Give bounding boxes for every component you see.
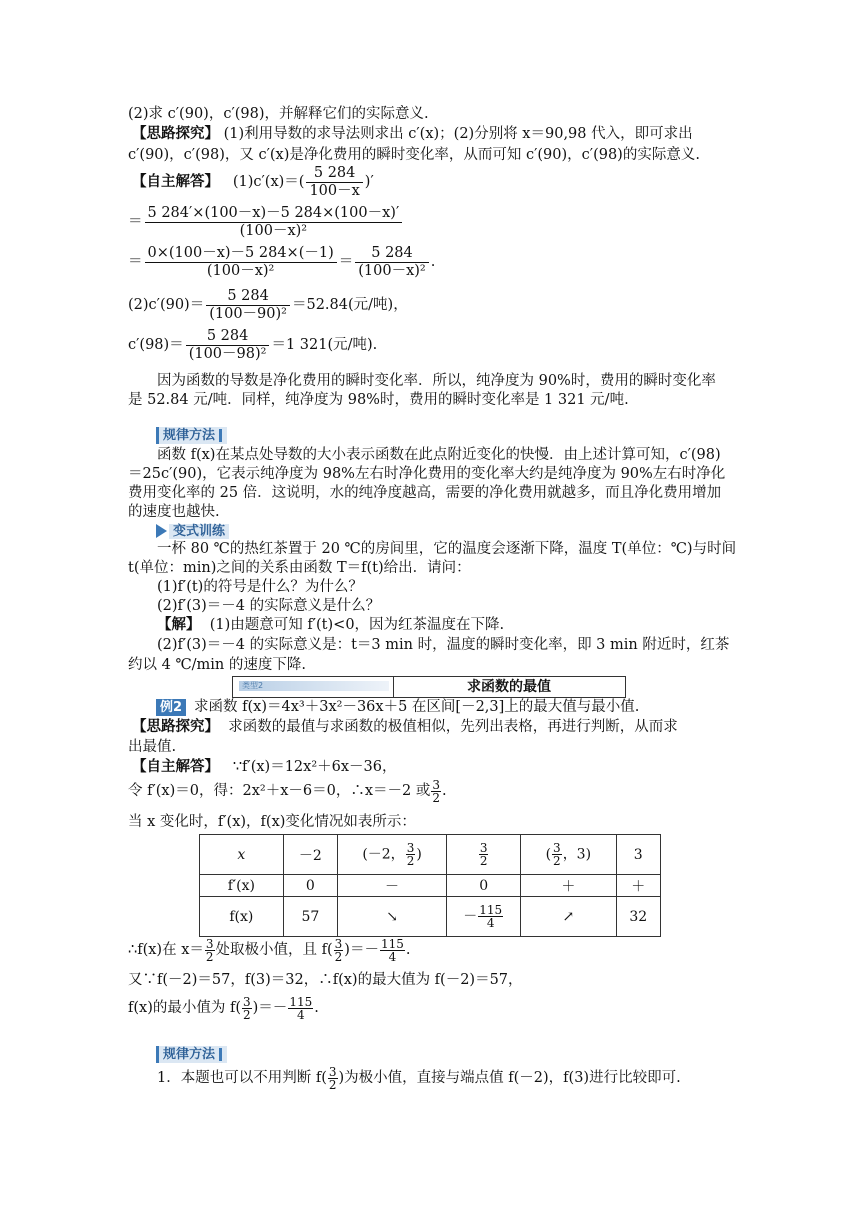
minus-sign: － [463,908,478,925]
table-cell: ＋ [521,875,616,897]
fraction-num: 115 [380,936,404,951]
type-chip [239,681,389,691]
fraction-3-2 [328,1066,338,1091]
method2-line-1 [157,1062,681,1094]
answer-line-1 [132,164,374,200]
variant-q2: (2)f′(3)＝－4 的实际意义是什么？ [157,598,381,614]
fraction-num: 115 [479,903,503,917]
explore2-line-2: 出最值. [128,739,177,755]
explore2-label: 【思路探究】 [132,718,219,735]
explore-text-1: (1)利用导数的求导法则求出 c′(x)；(2)分别将 x＝90,98 代入，即可求出 [223,126,693,142]
table-cell: 0 [447,875,521,897]
fraction-4-den: (100－x)² [358,262,426,279]
fraction-2 [145,205,403,240]
interval-right-open: ( [545,846,552,863]
fraction-den: 2 [328,1077,337,1092]
fraction-4-num: 5 284 [355,245,428,263]
answer-line-5 [128,327,377,363]
after-line-2: 又∵f(－2)＝57，f(3)＝32，∴f(x)的最大值为 f(－2)＝57， [128,972,523,988]
variant-answer-1-text: (1)由题意可知 f′(t)<0，因为红茶温度在下降. [209,617,505,633]
table-cell: 3 [616,835,661,875]
method-line-1: 函数 f(x)在某点处导数的大小表示函数在此点附近变化的快慢．由上述计算可知，c′(98) [157,447,721,463]
answer-line-3: ＝ $\frac{0\times(100-x)-5 284\times(-1)}{\text{(100－x)²}}$ ＝ $\frac{5 284}{\text{(100－x)²}}$ . [128,244,436,279]
fraction-den: 2 [243,1007,251,1022]
explore-line-1 [132,124,693,144]
fraction-3-2 [479,842,489,867]
fraction-den: 2 [479,854,488,868]
fraction-num: 3 [406,841,415,855]
c98-result: ＝1 321(元/吨). [271,337,378,353]
interval-left-close: ) [416,846,422,863]
question-2: (2)求 c′(90)，c′(98)，并解释它们的实际意义. [128,106,429,122]
table-cell: 0 [283,875,337,897]
fraction-den: 2 [205,949,214,964]
fraction-num: 3 [328,1064,337,1079]
table-cell [447,897,521,937]
fraction-num: 3 [553,841,561,855]
fraction-3-2-num: 3 [432,777,440,792]
table-row [200,897,661,937]
fraction-1 [306,165,362,200]
after-line-1 [128,934,410,966]
fraction-3-2 [406,842,416,867]
method2-b: )为极小值，直接与端点值 f(－2)，f(3)进行比较即可. [338,1070,681,1086]
conclusion-2: 是 52.84 元/吨．同样，纯净度为 98%时，费用的瞬时变化率是 1 321 元/吨. [128,392,629,408]
fraction-den: 4 [388,949,397,964]
answer2-roots: 令 f′(x)＝0，得：2x²＋x－6＝0，∴x＝－2 或 [128,783,431,799]
fraction-num: 3 [243,994,251,1009]
variant-answer-2: (2)f′(3)＝－4 的实际意义是：t＝3 min 时，温度的瞬时变化率，即 3 min 附近时，红茶 [157,637,730,653]
c90-result: ＝52.84(元/吨)， [291,297,408,313]
fraction-den: 4 [296,1007,305,1022]
method2-a: 1．本题也可以不用判断 f( [157,1070,327,1086]
variation-table [199,834,661,937]
type-chip-label: 类型2 [242,681,264,690]
answer-line-2: ＝ $\frac{5 284'\times(100-x)-5 284\times(100-x)'}{\text{(100－x)²}}$ [128,204,404,240]
c90-lhs: (2)c′(90)＝ [128,297,205,313]
fraction-num: 3 [334,936,343,951]
fraction-3-2 [431,779,441,804]
explore-line-2: c′(90)，c′(98)，又 c′(x)是净化费用的瞬时变化率，从而可知 c′(90)，c′(98)的实际意义. [128,147,700,163]
answer-lhs: (1)c′(x)＝( [232,174,305,190]
example-2-text: 求函数 f(x)＝4x³＋3x²－36x＋5 在区间[－2,3]上的最大值与最小值. [194,699,640,715]
explore2-text: 求函数的最值与求函数的极值相似，先列出表格，再进行判断，从而求 [228,719,678,735]
variant-line-1: 一杯 80 ℃的热红茶置于 20 ℃的房间里，它的温度会逐渐下降，温度 T(单位：℃)与时间 [157,541,737,557]
fraction-1-tail: )′ [364,174,374,190]
table-row [200,875,661,897]
table-row [200,835,661,875]
fraction-115-4 [380,938,405,963]
fraction-4 [355,245,428,280]
fraction-1-den: 100－x [309,182,360,199]
fraction-3-den: (100－x)² [206,262,275,279]
method-line-2: ＝25c′(90)，它表示纯净度为 98%左右时净化费用的变化率大约是纯净度为 90%左右时净化 [128,466,726,482]
method-line-4: 的速度也越快. [128,504,220,520]
section-header [232,676,626,698]
section-header-left [233,677,394,697]
answer2-derivative: ∵f′(x)＝12x²＋6x－36， [232,759,397,775]
after-1b: 处取极小值，且 f( [215,942,333,958]
after-1d: . [405,942,411,958]
fraction-115-4 [288,996,313,1021]
answer2-line-1 [132,757,397,777]
table-cell: －2 [283,835,337,875]
answer-line-4 [128,287,408,323]
c98-lhs: c′(98)＝ [128,337,184,353]
fraction-3-2 [205,938,215,963]
method-tag-2-label: 规律方法 [163,1047,216,1062]
variant-answer-3: 约以 4 ℃/min 的速度下降. [128,657,306,673]
interval-right: ，3) [562,846,592,863]
fraction-4-tail: . [430,254,436,270]
fraction-c98-num: 5 284 [186,328,270,346]
fraction-2-num: 5 284′×(100－x)－5 284×(100－x)′ [145,205,403,223]
method-tag-2 [156,1046,227,1063]
table-header-f: f(x) [200,897,284,937]
fraction-c90-num: 5 284 [206,288,290,306]
fraction-3-num: 0×(100－x)－5 284×(－1) [145,245,337,263]
answer2-roots-tail: . [441,783,447,799]
table-cell: － [337,875,446,897]
play-triangle-icon [156,524,167,538]
table-cell: ↘ [337,897,446,937]
explore2-line-1 [132,717,678,737]
table-cell: ↗ [521,897,616,937]
after-1c: )＝－ [344,942,379,958]
fraction-c98 [186,328,270,363]
fraction-3-2 [552,842,562,867]
fraction-3 [145,245,337,280]
variant-q1: (1)f′(t)的符号是什么？为什么？ [157,579,363,595]
variant-label: 变式训练 [169,524,229,539]
answer2-line-2 [128,775,447,807]
answer-label: 【自主解答】 [132,173,219,190]
fraction-c98-den: (100－98)² [188,345,267,362]
fraction-3-2-den: 2 [432,790,440,805]
fraction-2-den: (100－x)² [239,222,308,239]
table-cell: 32 [616,897,661,937]
table-header-fprime: f′(x) [200,875,284,897]
solution-label: 【解】 [157,616,201,633]
fraction-den: 2 [406,854,415,868]
method-tag-1 [156,427,227,444]
conclusion-1: 因为函数的导数是净化费用的瞬时变化率．所以，纯净度为 90%时，费用的瞬时变化率 [157,373,716,389]
answer2-line-3: 当 x 变化时，f′(x)，f(x)变化情况如表所示： [128,814,416,830]
answer2-label: 【自主解答】 [132,758,219,775]
tag-bar-icon [219,429,222,442]
fraction-num: 3 [479,841,488,855]
after-1a: ∴f(x)在 x＝ [128,942,204,958]
fraction-num: 3 [205,936,214,951]
section-title: 求函数的最值 [467,679,551,695]
table-header-x: x [200,835,284,875]
table-cell: 57 [283,897,337,937]
fraction-3-2 [242,996,252,1021]
table-cell [337,835,446,875]
interval-left: (－2， [362,846,405,863]
fraction-115-4 [478,904,503,929]
table-cell [521,835,616,875]
fraction-1-num: 5 284 [306,165,362,183]
after-3a: f(x)的最小值为 f( [128,1000,241,1016]
tag-bar-icon [219,1048,222,1061]
explore-label: 【思路探究】 [132,125,219,142]
example-badge: 例2 [156,699,186,716]
variant-answer-1 [157,615,504,635]
example-2 [156,697,639,717]
after-3c: . [314,1000,319,1016]
variant-line-2: t(单位：min)之间的关系由函数 T＝f(t)给出．请问： [128,560,471,576]
after-line-3 [128,992,319,1024]
after-3b: )＝－ [252,1000,288,1016]
table-cell: ＋ [616,875,661,897]
fraction-3-2 [334,938,344,963]
fraction-den: 2 [334,949,343,964]
fraction-den: 4 [486,916,495,930]
method-tag-1-label: 规律方法 [163,428,216,443]
fraction-c90-den: (100－90)² [209,305,287,322]
fraction-den: 2 [553,854,561,868]
fraction-num: 115 [289,994,313,1009]
fraction-c90 [206,288,290,323]
method-line-3: 费用变化率的 25 倍．这说明，水的纯净度越高，需要的净化费用就越多，而且净化费用增加 [128,485,722,501]
table-cell [447,835,521,875]
